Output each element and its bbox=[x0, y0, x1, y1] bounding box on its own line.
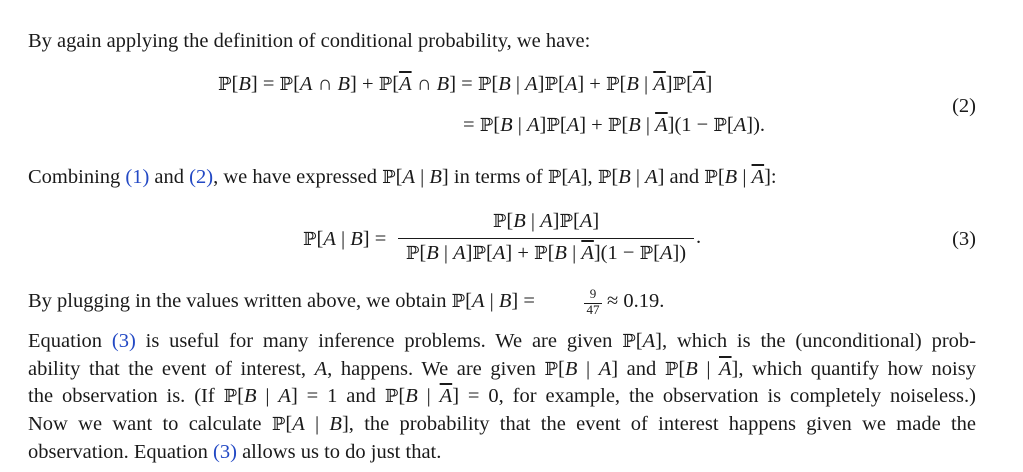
combining-text: Combining (1) and (2), we have expressed ℙ[A | B] in terms of ℙ[A], ℙ[B | A] and ℙ[B | $\overline{A}$]: bbox=[28, 166, 777, 188]
eq-ref-2-link[interactable]: (2) bbox=[189, 166, 214, 188]
equation-3-fraction-bar bbox=[398, 238, 694, 239]
explanation-paragraph bbox=[28, 328, 976, 467]
result-value: ≈ 0.19. bbox=[607, 290, 665, 312]
equation-3-lhs: ℙ[A | B] = bbox=[303, 228, 387, 250]
eq-ref-3b-link[interactable]: (3) bbox=[213, 440, 237, 463]
intro-text: By again applying the definition of conditional probability, we have: bbox=[28, 30, 591, 52]
equation-3-number: (3) bbox=[952, 228, 976, 250]
equation-2-number: (2) bbox=[952, 95, 976, 117]
paragraph-line-3: the observation is. (If ℙ[B | A] = 1 and ℙ[B | $\overline{A}] = 0$, for example, the observation is completely noiseless.) bbox=[28, 385, 976, 408]
equation-2-line-1: ℙ[B] = ℙ[A ∩ $B] + ℙ[\overline{A}$ ∩ B] = ℙ[B | A]ℙ[A] + ℙ[B | $\overline{A}]ℙ[\overline{A}]$ bbox=[218, 73, 713, 95]
result-fraction-denominator: 47 bbox=[586, 302, 600, 317]
paragraph-line-5: observation. Equation (3) allows us to do just that. bbox=[28, 440, 442, 463]
paragraph-line-1: Equation (3) is useful for many inference problems. We are given ℙ[A], which is the (unconditional) prob- bbox=[28, 330, 976, 352]
equation-2-line-2: = ℙ[B | A]ℙ[A] + ℙ[B | $\overline{A}](1$ − ℙ[A]). bbox=[463, 114, 766, 136]
equation-3-period: . bbox=[696, 226, 702, 248]
plugging-text: By plugging in the values written above, we obtain ℙ[A | B] = bbox=[28, 290, 535, 312]
equation-3-numerator: ℙ[B | A]ℙ[A] bbox=[492, 210, 600, 232]
equation-3-denominator: ℙ[B | A]ℙ[A] + ℙ[B | $\overline{A}](1$ − ℙ[A]) bbox=[405, 242, 687, 264]
eq-ref-1-link[interactable]: (1) bbox=[125, 166, 150, 188]
eq-ref-3-link[interactable]: (3) bbox=[111, 330, 136, 352]
result-fraction-numerator: 9 bbox=[589, 286, 597, 301]
paragraph-line-2: ability that the event of interest, A, happens. We are given ℙ[B | A] and ℙ[B | $\overline{A}$], which quantify how noisy bbox=[28, 357, 976, 380]
paragraph-line-4: Now we want to calculate ℙ[A | B], the probability that the event of interest happens given we made the bbox=[28, 413, 977, 436]
